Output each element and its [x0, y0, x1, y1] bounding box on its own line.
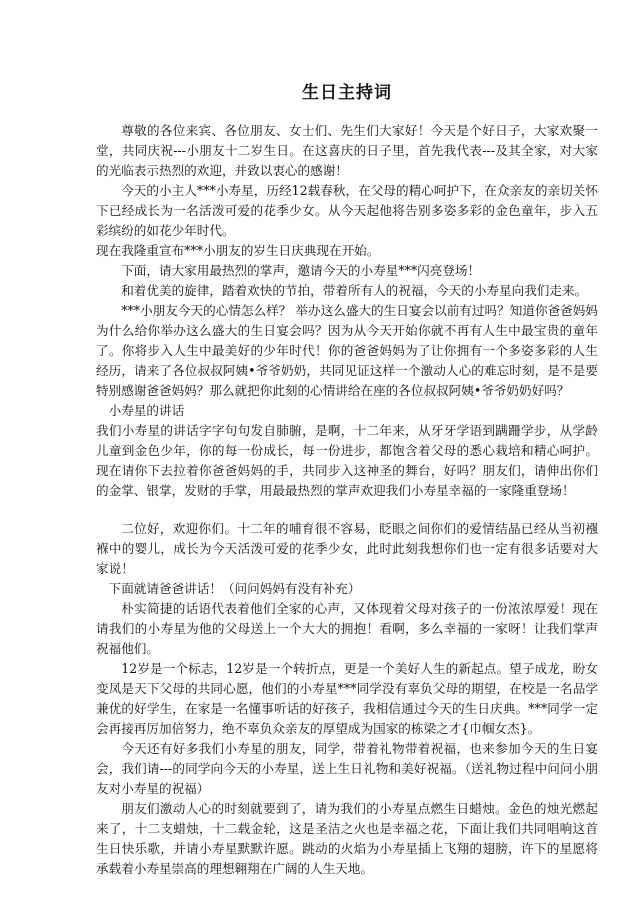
paragraph: 下面，请大家用最热烈的掌声，邀请今天的小寿星***闪亮登场！: [121, 263, 481, 278]
paragraph-gap: [96, 501, 598, 519]
paragraph: 现在我隆重宣布***小朋友的岁生日庆典现在开始。: [96, 243, 380, 258]
paragraph: 小寿星的讲话: [108, 403, 185, 418]
paragraph: 朴实简捷的话语代表着他们全家的心声，又体现着父母对孩子的一份浓浓厚爱！现在请我们的小寿星为他的父母送上一个大大的拥抱！看啊，多么幸福的一家呀！让我们掌声祝福他们。: [96, 601, 598, 656]
paragraph: 12岁是一个标志，12岁是一个转折点，更是一个美好人生的新起点。望子成龙，盼女变凤是天下父母的共同心愿，他们的小寿星***同学没有辜负父母的期望，在校是一名品学兼优的好学生，在家是一名懂事听话的好孩子，我相信通过今天的生日庆典。***同学一定会再接再厉加倍努力，绝不辜负众亲友的厚望成为国家的栋梁之才{巾帼女杰}。: [96, 661, 598, 736]
paragraph: 我们小寿星的讲话字字句句发自肺腑，是啊，十二年来，从牙牙学语到蹒跚学步，从学龄儿童到金色少年，你的每一份成长，每一份进步，都饱含着父母的悉心栽培和精心呵护。现在请你下去拉着你爸爸妈妈的手，共同步入这神圣的舞台，好吗？朋友们，请伸出你们的金掌、银掌，发财的手掌，用最最热烈的掌声欢迎我们小寿星幸福的一家隆重登场！: [96, 423, 598, 498]
paragraph: 下面就请爸爸讲话！（问问妈妈有没有补充）: [108, 581, 361, 596]
paragraph: 尊敬的各位来宾、各位朋友、女士们、先生们大家好！今天是个好日子，大家欢聚一堂，共同庆祝---小朋友十二岁生日。在这喜庆的日子里，首先我代表---及其全家，对大家的光临表示热烈的欢迎，并致以衷心的感谢！: [96, 123, 598, 178]
paragraph: 二位好，欢迎你们。十二年的哺育很不容易，眨眼之间你们的爱情结晶已经从当初襁褓中的婴儿，成长为今天活泼可爱的花季少女，此时此刻我想你们也一定有很多话要对大家说！: [96, 521, 598, 576]
paragraph: 今天的小主人***小寿星，历经12载春秋，在父母的精心呵护下，在众亲友的亲切关怀下已经成长为一名活泼可爱的花季少女。从今天起他将告别多姿多彩的金色童年，步入五彩缤纷的如花少年时代。: [96, 183, 598, 238]
paragraph: 朋友们激动人心的时刻就要到了，请为我们的小寿星点燃生日蜡烛。金色的烛光燃起来了，十二支蜡烛，十二载金轮，这是圣洁之火也是幸福之花，下面让我们共同唱响这首生日快乐歌，并请小寿星默默许愿。跳动的火焰为小寿星插上飞翔的翅膀，许下的星愿将承载着小寿星崇高的理想翱翔在广阔的人生天地。: [96, 801, 598, 876]
paragraph: 今天还有好多我们小寿星的朋友，同学，带着礼物带着祝福，也来参加今天的生日宴会，我们请---的同学向今天的小寿星，送上生日礼物和美好祝福。（送礼物过程中问问小朋友对小寿星的祝福）: [96, 741, 598, 796]
paragraph: 和着优美的旋律，踏着欢快的节拍，带着所有人的祝福，今天的小寿星向我们走来。: [121, 283, 588, 298]
document-title: 生日主持词: [302, 83, 392, 103]
document-body: [96, 121, 598, 879]
paragraph: ***小朋友今天的心情怎么样？ 举办这么盛大的生日宴会以前有过吗？知道你爸爸妈妈为什么给你举办这么盛大的生日宴会吗？因为从今天开始你就不再有人生中最宝贵的童年了。你将步入人生中最美好的少年时代！你的爸爸妈妈为了让你拥有一个多姿多彩的人生经历，请来了各位叔叔阿姨•爷爷奶奶，共同见证这样一个激动人心的难忘时刻，是不是要特别感谢爸爸妈妈？那么就把你此刻的心情讲给在座的各位叔叔阿姨•爷爷奶奶好吗？: [96, 303, 598, 398]
